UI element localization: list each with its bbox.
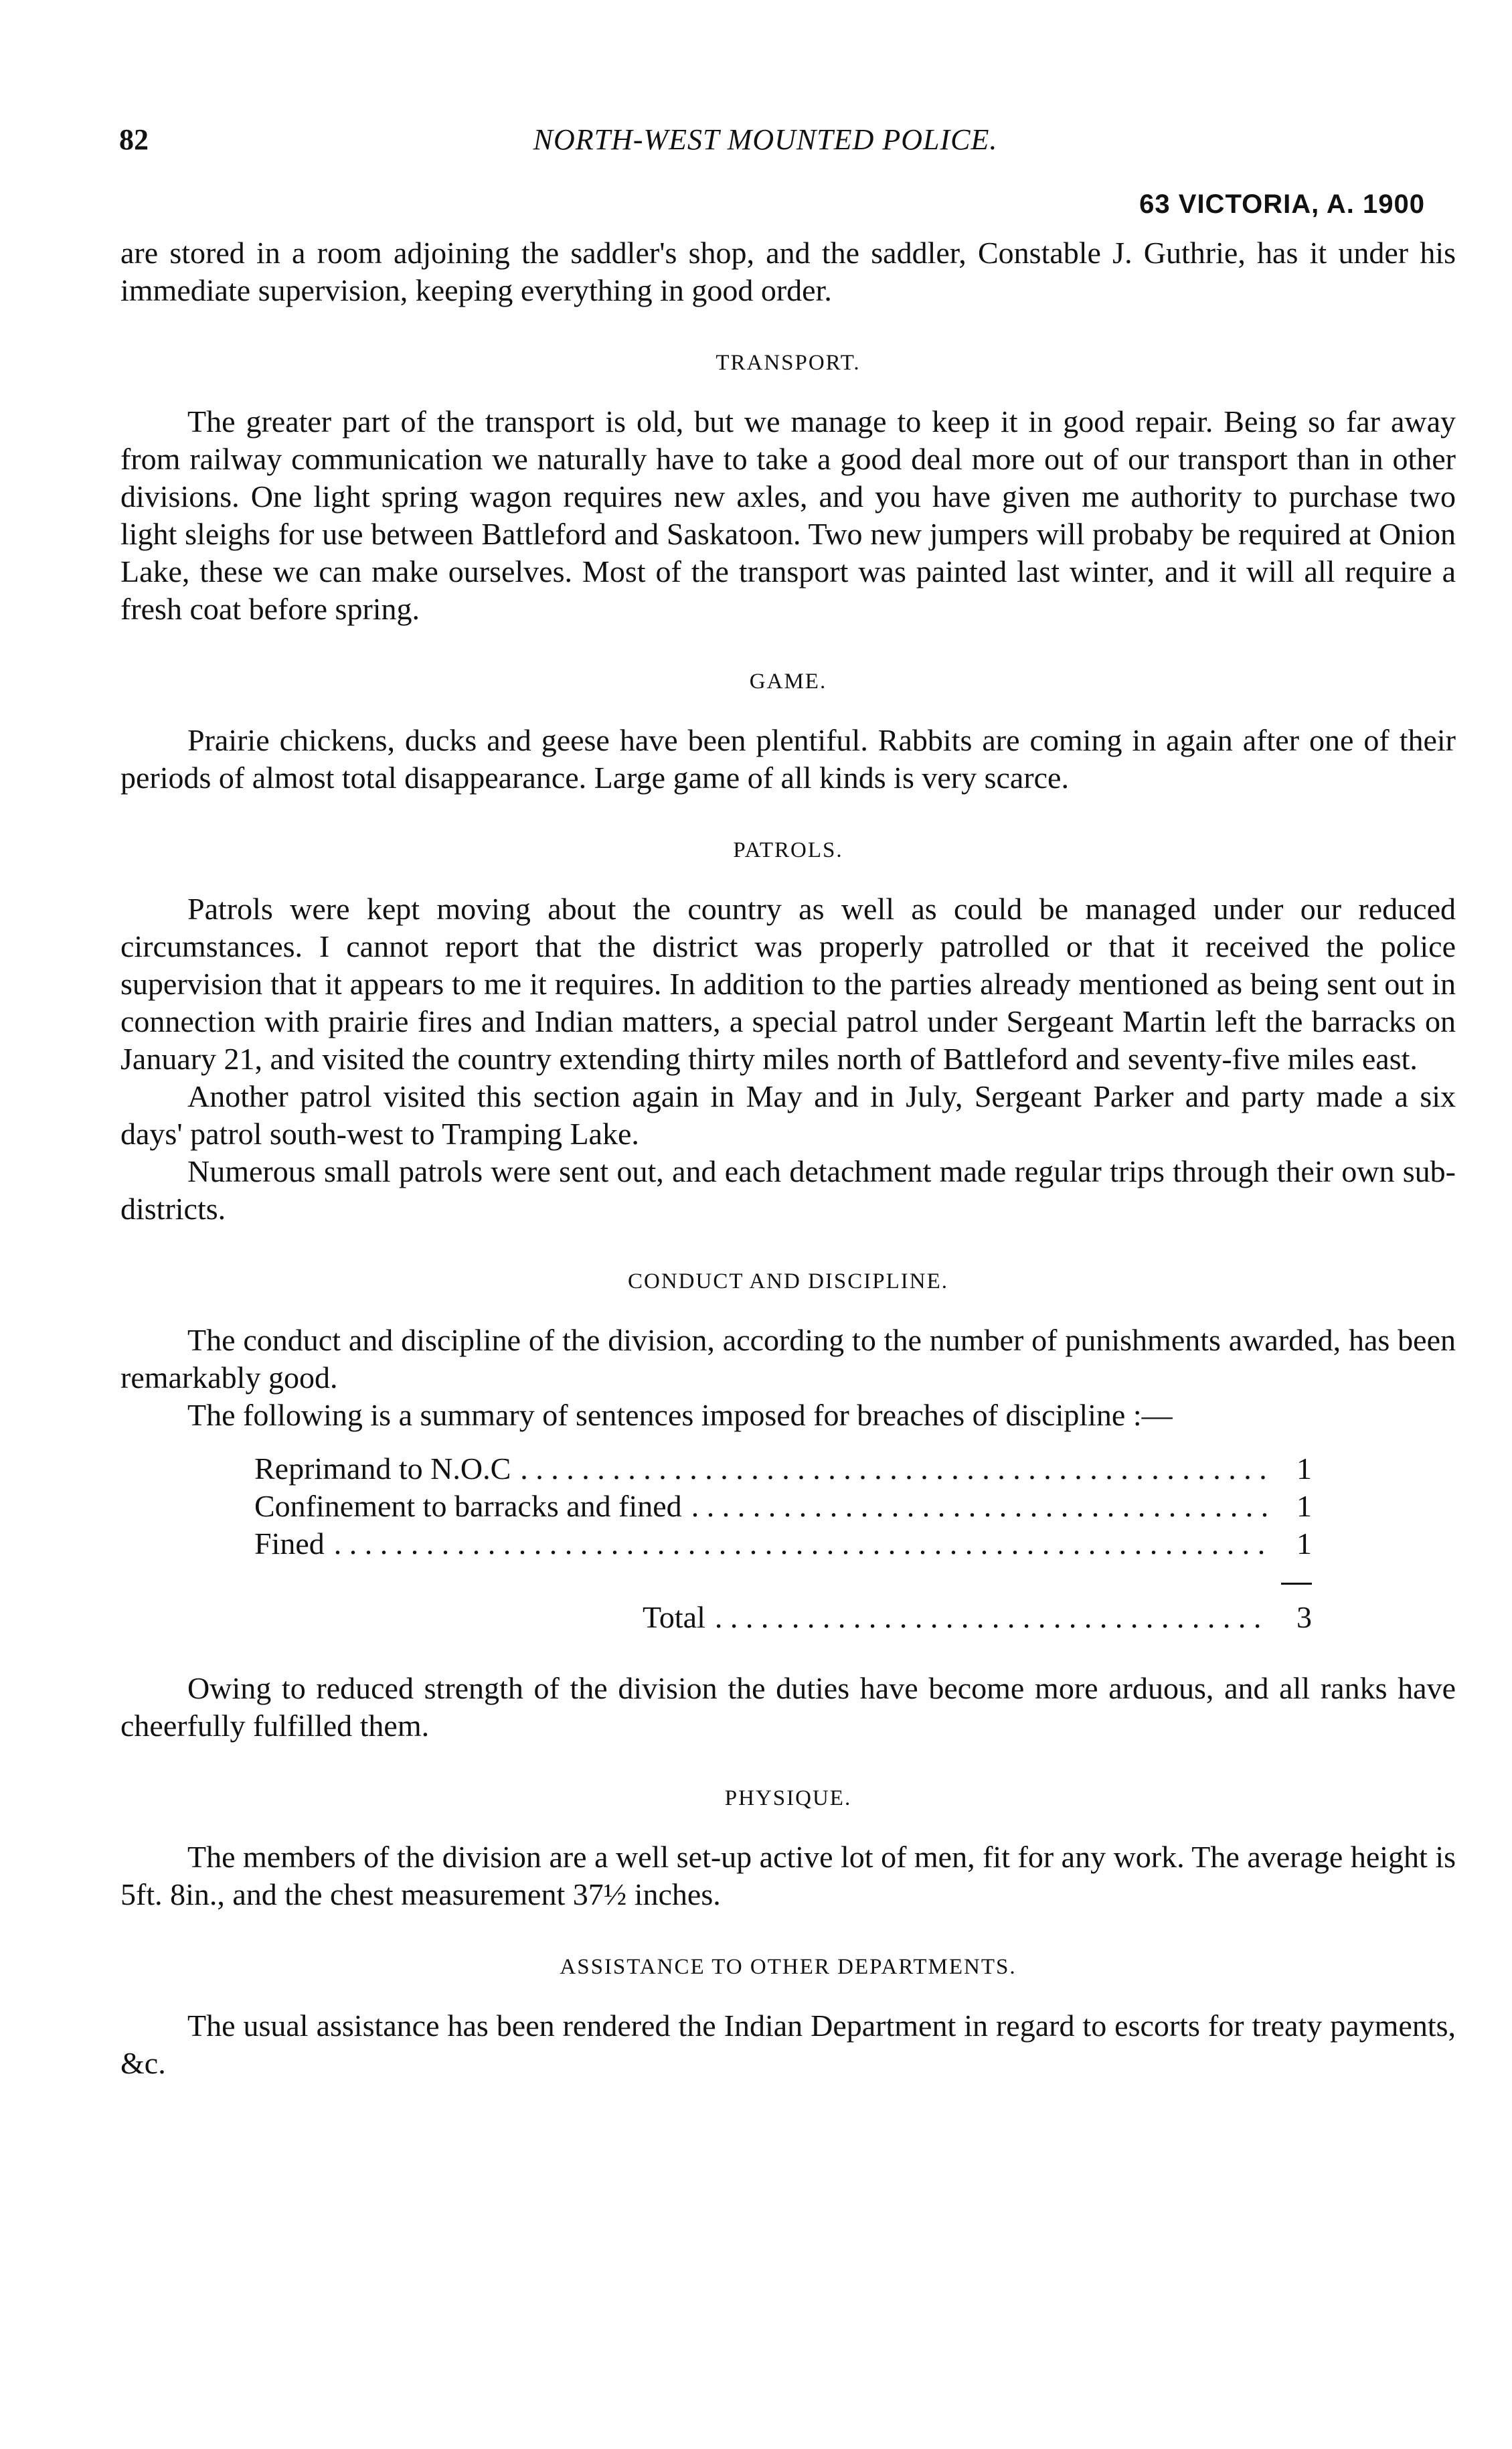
running-head (119, 123, 1412, 163)
conduct-paragraph-1: The conduct and discipline of the division, according to the number of punishments awarded, has been remarkably good. (120, 1323, 1456, 1395)
patrols-paragraph-2: Another patrol visited this section again in May and in July, Sergeant Parker and party made a six days' patrol south-west to Tramping Lake. (120, 1079, 1456, 1151)
patrols-heading: PATROLS. (733, 838, 843, 862)
sentence-summary-table (254, 1450, 1312, 1636)
summary-total-count: 3 (1296, 1600, 1312, 1634)
summary-row-count: 1 (1296, 1451, 1312, 1486)
running-title: NORTH-WEST MOUNTED POLICE. (533, 123, 998, 156)
summary-row-label: Fined (254, 1526, 325, 1561)
total-rule (1281, 1583, 1312, 1593)
document-body (120, 234, 1456, 2082)
assistance-paragraph: The usual assistance has been rendered the Indian Department in regard to escorts for treaty payments, &c. (120, 2008, 1456, 2080)
dot-leader (715, 1599, 1269, 1636)
intro-paragraph: are stored in a room adjoining the saddler's shop, and the saddler, Constable J. Guthrie, has it under his immediate supervision, keeping everything in good order. (120, 236, 1456, 307)
assistance-heading: ASSISTANCE TO OTHER DEPARTMENTS. (560, 1955, 1017, 1979)
dot-leader (520, 1450, 1269, 1488)
session-note: 63 VICTORIA, A. 1900 (1139, 189, 1425, 219)
physique-heading: PHYSIQUE. (724, 1786, 852, 1810)
summary-row (254, 1525, 1312, 1563)
dot-leader (691, 1488, 1269, 1525)
page-number: 82 (119, 123, 149, 156)
conduct-closing-paragraph: Owing to reduced strength of the division the duties have become more arduous, and all ranks have cheerfully fulfilled them. (120, 1671, 1456, 1743)
conduct-heading: CONDUCT AND DISCIPLINE. (628, 1269, 948, 1293)
summary-total-label: Total (643, 1600, 705, 1634)
total-rule-row (254, 1563, 1312, 1593)
summary-row-count: 1 (1296, 1526, 1312, 1561)
summary-row-count: 1 (1296, 1489, 1312, 1523)
summary-row-label: Confinement to barracks and fined (254, 1489, 682, 1523)
patrols-paragraph-3: Numerous small patrols were sent out, and each detachment made regular trips through their own sub-districts. (120, 1154, 1456, 1226)
patrols-paragraph-1: Patrols were kept moving about the country as well as could be managed under our reduced circumstances. I cannot report that the district was properly patrolled or that it received the police supervision that it appears to me it requires. In addition to the parties already mentioned as being sent out in connection with prairie fires and Indian matters, a special patrol under Sergeant Martin left the barracks on January 21, and visited the country extending thirty miles north of Battleford and seventy-five miles east. (120, 892, 1456, 1076)
summary-row-label: Reprimand to N.O.C (254, 1451, 511, 1486)
game-heading: GAME. (749, 669, 827, 694)
game-paragraph: Prairie chickens, ducks and geese have been plentiful. Rabbits are coming in again after one of their periods of almost total disappearance. Large game of all kinds is very scarce. (120, 723, 1456, 795)
summary-row (254, 1488, 1312, 1525)
dot-leader (334, 1525, 1269, 1563)
conduct-paragraph-2: The following is a summary of sentences imposed for breaches of discipline :— (187, 1398, 1173, 1432)
transport-heading: TRANSPORT. (716, 351, 861, 375)
transport-paragraph: The greater part of the transport is old, but we manage to keep it in good repair. Being so far away from railway communication we naturally have to take a good deal more out of our transport than in other divisions. One light spring wagon requires new axles, and you have given me authority to purchase two light sleighs for use between Battleford and Saskatoon. Two new jumpers will probaby be required at Onion Lake, these we can make ourselves. Most of the transport was painted last winter, and it will all require a fresh coat before spring. (120, 404, 1456, 626)
summary-total-row (643, 1599, 1312, 1636)
summary-row (254, 1450, 1312, 1488)
physique-paragraph: The members of the division are a well set-up active lot of men, fit for any work. The average height is 5ft. 8in., and the chest measurement 37½ inches. (120, 1840, 1456, 1911)
